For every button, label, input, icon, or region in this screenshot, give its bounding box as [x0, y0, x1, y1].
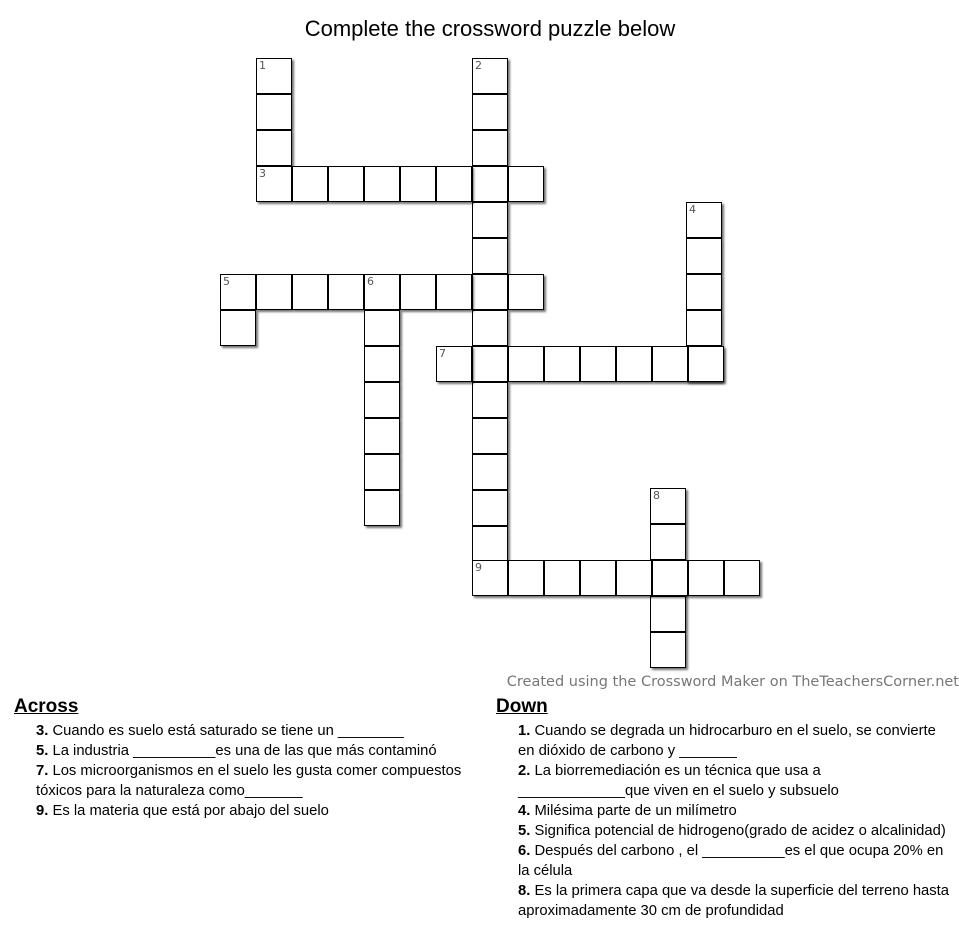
clue-text: Los microorganismos en el suelo les gusta comer compuestos tóxicos para la naturaleza como_______ — [36, 763, 462, 799]
clue-number: 9. — [36, 803, 49, 819]
crossword-cell[interactable] — [472, 274, 508, 310]
clue-text: La biorremediación es un técnica que usa a _____________que viven en el suelo y subsuelo — [518, 763, 839, 799]
crossword-cell[interactable] — [400, 166, 436, 202]
crossword-cell[interactable] — [472, 310, 508, 346]
crossword-cell[interactable] — [472, 238, 508, 274]
crossword-cell[interactable] — [472, 526, 508, 562]
crossword-cell[interactable] — [256, 58, 292, 94]
cell-number: 2 — [475, 59, 482, 72]
crossword-cell[interactable] — [328, 274, 364, 310]
crossword-cell[interactable] — [292, 274, 328, 310]
clue-number: 8. — [518, 883, 531, 899]
crossword-cell[interactable] — [472, 560, 508, 596]
crossword-cell[interactable] — [364, 454, 400, 490]
down-heading: Down — [496, 696, 548, 717]
crossword-cell[interactable] — [508, 274, 544, 310]
crossword-cell[interactable] — [436, 274, 472, 310]
crossword-cell[interactable] — [580, 346, 616, 382]
crossword-cell[interactable] — [508, 560, 544, 596]
clue-number: 5. — [518, 823, 531, 839]
across-heading: Across — [14, 696, 79, 717]
cell-number: 6 — [367, 275, 374, 288]
crossword-cell[interactable] — [472, 490, 508, 526]
clue-text: Es la materia que está por abajo del suelo — [52, 803, 329, 819]
crossword-cell[interactable] — [472, 94, 508, 130]
crossword-cell[interactable] — [508, 166, 544, 202]
clue-text: Cuando se degrada un hidrocarburo en el suelo, se convierte en dióxido de carbono y _______ — [518, 723, 936, 759]
page-title: Complete the crossword puzzle below — [304, 16, 676, 41]
down-clue-2 — [518, 761, 951, 801]
crossword-cell[interactable] — [686, 274, 722, 310]
crossword-cell[interactable] — [256, 130, 292, 166]
crossword-cell[interactable] — [652, 346, 688, 382]
down-clues — [496, 696, 951, 921]
crossword-cell[interactable] — [220, 310, 256, 346]
clue-text: La industria __________es una de las que más contaminó — [52, 743, 437, 759]
cell-number: 8 — [653, 489, 660, 502]
clue-number: 6. — [518, 843, 531, 859]
clue-text: Después del carbono , el __________es el que ocupa 20% en la célula — [518, 843, 944, 879]
crossword-cell[interactable] — [472, 166, 508, 202]
crossword-cell[interactable] — [650, 488, 686, 524]
crossword-cell[interactable] — [292, 166, 328, 202]
crossword-cell[interactable] — [256, 166, 292, 202]
crossword-cell[interactable] — [652, 560, 688, 596]
credit-line: Created using the Crossword Maker on TheTeachersCorner.net — [506, 674, 959, 690]
clue-text: Es la primera capa que va desde la superficie del terreno hasta aproximadamente 30 cm de profundidad — [518, 883, 950, 919]
crossword-cell[interactable] — [436, 346, 472, 382]
crossword-cell[interactable] — [686, 202, 722, 238]
across-clue-2 — [36, 741, 464, 761]
crossword-cell[interactable] — [364, 166, 400, 202]
crossword-cell[interactable] — [544, 346, 580, 382]
crossword-cell[interactable] — [616, 346, 652, 382]
cell-number: 7 — [439, 347, 446, 360]
down-clue-4 — [518, 821, 951, 841]
crossword-cell[interactable] — [686, 310, 722, 346]
down-clue-5 — [518, 841, 951, 881]
crossword-cell[interactable] — [220, 274, 256, 310]
crossword-cell[interactable] — [472, 130, 508, 166]
crossword-cell[interactable] — [650, 632, 686, 668]
crossword-cell[interactable] — [616, 560, 652, 596]
crossword-cell[interactable] — [544, 560, 580, 596]
cell-number: 1 — [259, 59, 266, 72]
across-clue-4 — [36, 801, 464, 821]
crossword-cell[interactable] — [436, 166, 472, 202]
crossword-cell[interactable] — [650, 596, 686, 632]
cell-number: 3 — [259, 167, 266, 180]
cell-number: 9 — [475, 561, 482, 574]
crossword-cell[interactable] — [364, 310, 400, 346]
clue-text: Significa potencial de hidrogeno(grado de acidez o alcalinidad) — [534, 823, 946, 839]
crossword-cell[interactable] — [328, 166, 364, 202]
crossword-cell[interactable] — [650, 524, 686, 560]
cell-number: 4 — [689, 203, 696, 216]
down-clue-6 — [518, 881, 951, 921]
crossword-cell[interactable] — [364, 418, 400, 454]
crossword-cell[interactable] — [364, 274, 400, 310]
crossword-cell[interactable] — [364, 346, 400, 382]
crossword-cell[interactable] — [724, 560, 760, 596]
crossword-cell[interactable] — [472, 58, 508, 94]
clue-text: Milésima parte de un milímetro — [534, 803, 737, 819]
crossword-cell[interactable] — [364, 382, 400, 418]
crossword-cell[interactable] — [364, 490, 400, 526]
clue-number: 7. — [36, 763, 49, 779]
crossword-cell[interactable] — [472, 454, 508, 490]
across-clue-1 — [36, 721, 464, 741]
crossword-cell[interactable] — [472, 202, 508, 238]
clue-number: 4. — [518, 803, 531, 819]
crossword-cell[interactable] — [686, 238, 722, 274]
crossword-cell[interactable] — [508, 346, 544, 382]
clue-text: Cuando es suelo está saturado se tiene un ________ — [52, 723, 404, 739]
clue-number: 5. — [36, 743, 49, 759]
crossword-cell[interactable] — [472, 382, 508, 418]
crossword-cell[interactable] — [472, 418, 508, 454]
across-clue-3 — [36, 761, 464, 801]
crossword-cell[interactable] — [256, 274, 292, 310]
down-clue-3 — [518, 801, 951, 821]
crossword-cell[interactable] — [688, 560, 724, 596]
cell-number: 5 — [223, 275, 230, 288]
clue-number: 1. — [518, 723, 531, 739]
crossword-cell[interactable] — [580, 560, 616, 596]
clue-number: 3. — [36, 723, 49, 739]
crossword-cell[interactable] — [472, 346, 508, 382]
clue-number: 2. — [518, 763, 531, 779]
down-clue-1 — [518, 721, 951, 761]
crossword-cell[interactable] — [400, 274, 436, 310]
crossword-cell[interactable] — [256, 94, 292, 130]
across-clues — [14, 696, 464, 821]
crossword-cell[interactable] — [688, 346, 724, 382]
